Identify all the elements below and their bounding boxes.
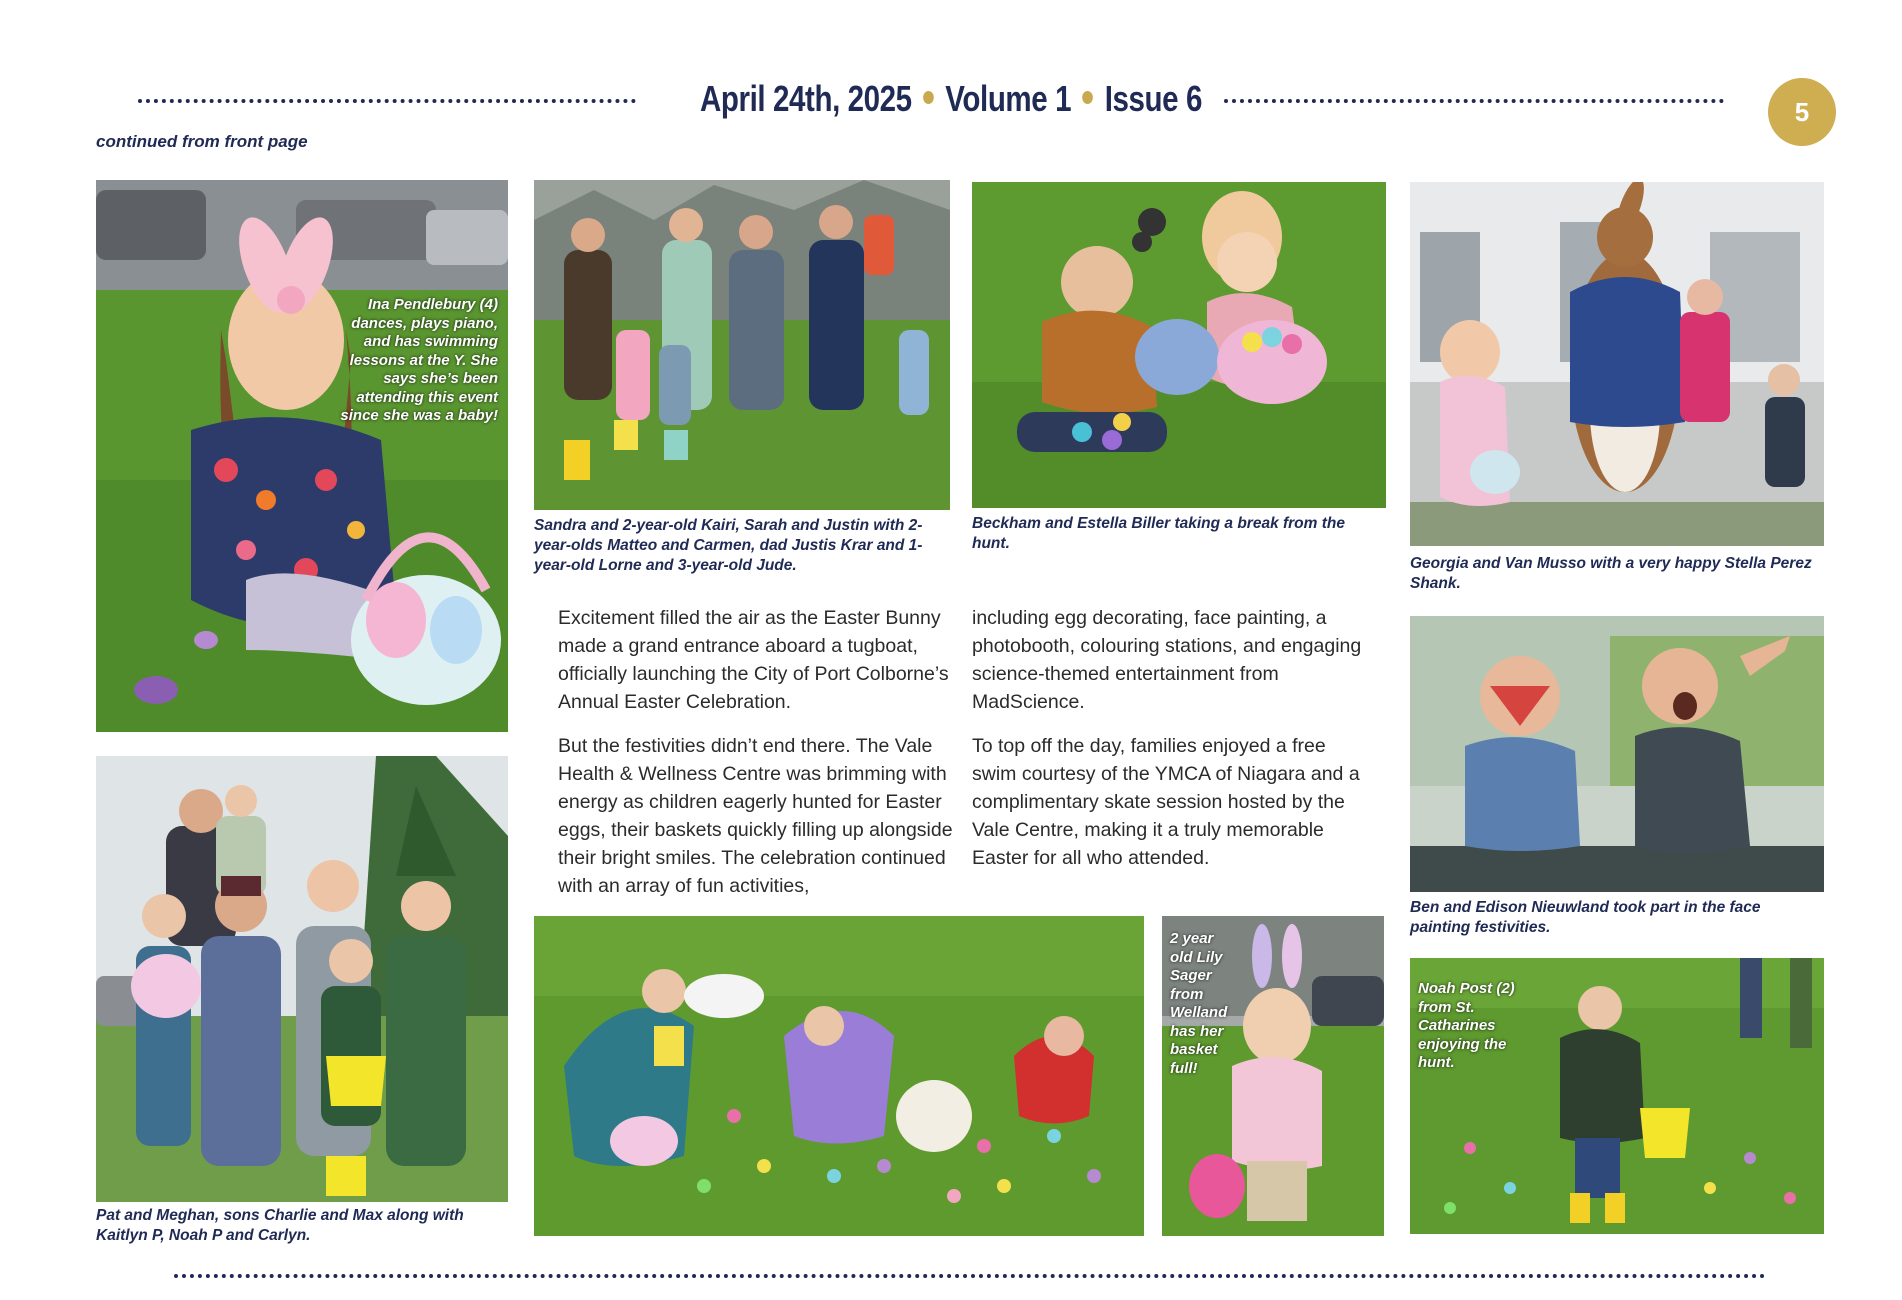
- page-number-badge: 5: [1768, 78, 1836, 146]
- photo-georgia-van-bunny: [1410, 182, 1824, 546]
- family-group-caption: Sandra and 2-year-old Kairi, Sarah and Justin with 2-year-olds Matteo and Carmen, dad Justis Krar and 1-year-old Lorne and 3-year-old Jude.: [534, 517, 923, 574]
- article-paragraph: Excitement filled the air as the Easter Bunny made a grand entrance aboard a tugboat, officially launching the City of Port Colborne’s Annual Easter Celebration.: [558, 607, 949, 713]
- photo-pat-meghan: [96, 756, 508, 1202]
- pat-caption: Pat and Meghan, sons Charlie and Max along with Kaitlyn P, Noah P and Carlyn.: [96, 1207, 464, 1244]
- footer-rule: [174, 1274, 1766, 1278]
- photo-family-group: [534, 180, 950, 510]
- issue-volume: Volume 1: [945, 78, 1072, 119]
- photo-ben-edison: [1410, 616, 1824, 892]
- issue-number: Issue 6: [1104, 78, 1202, 119]
- lily-overlay-caption: 2 year old Lily Sager from Welland has her basket full!: [1170, 930, 1228, 1077]
- beckham-caption: Beckham and Estella Biller taking a break from the hunt.: [972, 515, 1345, 552]
- ina-overlay-caption: Ina Pendlebury (4) dances, plays piano, and has swimming lessons at the Y. She says she’s been attending this event since she was a baby!: [340, 296, 498, 424]
- article-paragraph: including egg decorating, face painting, a photobooth, colouring stations, and engaging science-themed entertainment from MadScience.: [972, 607, 1362, 713]
- article-column-1: [558, 604, 954, 916]
- article-column-2: [972, 604, 1370, 888]
- photo-ina-pendlebury: [96, 180, 508, 732]
- issue-date: April 24th, 2025: [700, 78, 912, 119]
- gold-bullet: [1083, 91, 1094, 104]
- georgia-caption: Georgia and Van Musso with a very happy Stella Perez Shank.: [1410, 555, 1812, 592]
- continued-label: continued from front page: [96, 132, 308, 151]
- photo-beckham-estella: [972, 182, 1386, 508]
- gold-bullet: [923, 91, 934, 104]
- photo-egg-hunt: [534, 916, 1144, 1236]
- article-paragraph: To top off the day, families enjoyed a free swim courtesy of the YMCA of Niagara and a complimentary skate session hosted by the Vale Centre, making it a truly memorable Easter for all who attended.: [972, 735, 1360, 869]
- noah-overlay-caption: Noah Post (2) from St. Catharines enjoying the hunt.: [1418, 980, 1515, 1071]
- article-paragraph: But the festivities didn’t end there. The Vale Health & Wellness Centre was brimming with energy as children eagerly hunted for Easter eggs, their baskets quickly filling up alongside their bright smiles. The celebration continued with an array of fun activities,: [558, 735, 953, 897]
- issue-header: [171, 78, 1731, 120]
- ben-caption: Ben and Edison Nieuwland took part in the face painting festivities.: [1410, 899, 1761, 936]
